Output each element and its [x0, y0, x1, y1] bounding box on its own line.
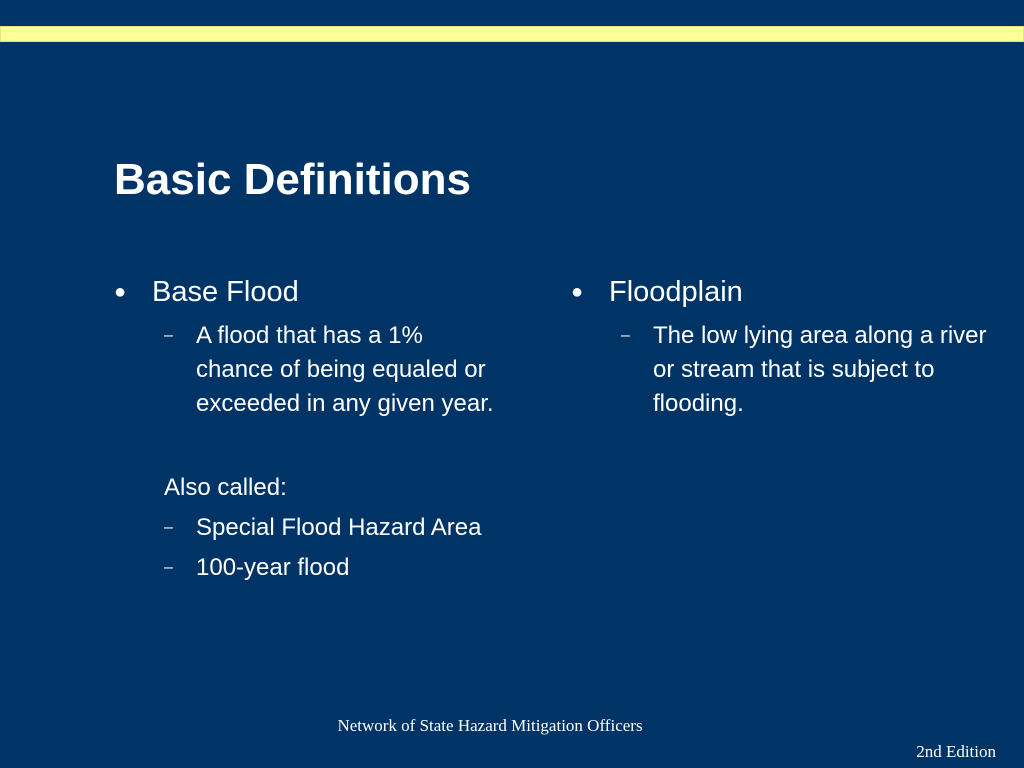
right-column [571, 272, 1001, 421]
bullet-base-flood [114, 272, 494, 312]
alias-text: Special Flood Hazard Area [196, 514, 482, 541]
bullet-floodplain [571, 272, 1001, 312]
accent-bar [0, 26, 1024, 42]
definition-text: A flood that has a 1% chance of being equaled or exceeded in any given year. [196, 322, 494, 417]
dash-icon: – [164, 327, 173, 344]
bullet-label: Base Flood [152, 276, 299, 308]
footer-organization: Network of State Hazard Mitigation Officers [337, 716, 643, 735]
footer-edition: 2nd Edition [916, 742, 996, 761]
slide-title: Basic Definitions [114, 155, 471, 204]
left-column [114, 272, 494, 585]
bullet-dot-icon: ● [571, 281, 584, 303]
dash-icon: – [164, 519, 173, 536]
sub-item-definition [571, 319, 1001, 421]
dash-icon: – [621, 327, 630, 344]
sub-item-definition [114, 319, 494, 421]
sub-item-alias [114, 511, 494, 545]
definition-text: The low lying area along a river or stream that is subject to flooding. [653, 322, 987, 417]
also-called-label: Also called: [164, 474, 287, 501]
sub-item-alias [114, 551, 494, 585]
dash-icon: – [164, 559, 173, 576]
bullet-label: Floodplain [609, 276, 743, 308]
bullet-dot-icon: ● [114, 281, 127, 303]
alias-text: 100-year flood [196, 554, 350, 581]
